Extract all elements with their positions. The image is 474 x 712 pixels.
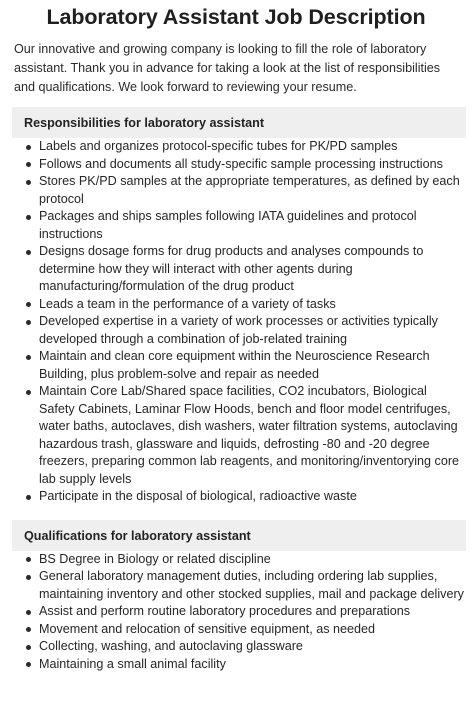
- list-item: [14, 156, 464, 174]
- list-item: [14, 568, 464, 603]
- list-item-text: Designs dosage forms for drug products and analyses compounds to determine how they will interact with other agents during manufacturing/formulation of the drug product: [39, 244, 424, 293]
- list-item: [14, 638, 464, 656]
- list-item: [14, 488, 464, 506]
- list-item: [14, 656, 464, 674]
- list-item-text: General laboratory management duties, including ordering lab supplies, maintaining inventory and other stocked supplies, mail and package delivery: [39, 569, 464, 601]
- list-item-text: Maintain Core Lab/Shared space facilities, CO2 incubators, Biological Safety Cabinets, Laminar Flow Hoods, bench and floor model centrifuges, water baths, autoclaves, dish washers, water filtration systems, autoclaving hazardous trash, glassware and liquids, defrosting -80 and -20 degree freezers, preparing common lab reagents, and monitoring/inventorying core lab supply levels: [39, 384, 460, 486]
- responsibilities-heading: Responsibilities for laboratory assistant: [12, 107, 466, 138]
- list-item-text: Participate in the disposal of biological, radioactive waste: [39, 489, 357, 503]
- list-item: [14, 313, 464, 348]
- list-item-text: Leads a team in the performance of a variety of tasks: [39, 296, 336, 311]
- list-item-text: Stores PK/PD samples at the appropriate temperatures, as defined by each protocol: [39, 174, 460, 206]
- bullet-icon: [26, 610, 31, 615]
- bullet-icon: [26, 390, 31, 395]
- intro-paragraph: Our innovative and growing company is looking to fill the role of laboratory assistant. Thank you in advance for taking a look at the list of responsibilities and qualifications. We look forward to reviewing your resume.: [14, 42, 441, 94]
- list-item-text: Follows and documents all study-specific sample processing instructions: [39, 156, 443, 171]
- bullet-icon: [26, 645, 31, 650]
- list-item-text: Labels and organizes protocol-specific tubes for PK/PD samples: [39, 139, 398, 153]
- list-item: [14, 383, 464, 488]
- page-title: Laboratory Assistant Job Description: [46, 5, 426, 29]
- list-item-text: Maintaining a small animal facility: [39, 656, 226, 671]
- qualifications-heading: Qualifications for laboratory assistant: [12, 520, 466, 551]
- bullet-icon: [26, 250, 31, 255]
- bullet-icon: [26, 302, 31, 307]
- responsibilities-list: [14, 138, 464, 506]
- list-item: [14, 208, 464, 243]
- list-item: [14, 173, 464, 208]
- list-item: [14, 603, 464, 621]
- bullet-icon: [26, 215, 31, 220]
- list-item: [14, 296, 464, 314]
- bullet-icon: [26, 355, 31, 360]
- bullet-icon: [26, 662, 31, 667]
- list-item-text: Packages and ships samples following IATA guidelines and protocol instructions: [39, 209, 417, 241]
- list-item-text: Assist and perform routine laboratory procedures and preparations: [39, 604, 411, 618]
- list-item-text: BS Degree in Biology or related discipline: [39, 551, 271, 566]
- bullet-icon: [26, 320, 31, 325]
- list-item: [14, 243, 464, 296]
- list-item-text: Movement and relocation of sensitive equipment, as needed: [39, 621, 376, 636]
- bullet-icon: [26, 557, 31, 562]
- bullet-icon: [26, 145, 31, 150]
- list-item: [14, 621, 464, 639]
- bullet-icon: [26, 575, 31, 580]
- qualifications-list: [14, 551, 464, 674]
- list-item: [14, 348, 464, 383]
- bullet-icon: [26, 495, 31, 500]
- list-item: [14, 551, 464, 569]
- bullet-icon: [26, 162, 31, 167]
- list-item: [14, 138, 464, 156]
- bullet-icon: [26, 180, 31, 185]
- list-item-text: Maintain and clean core equipment within the Neuroscience Research Building, plus problem-solve and repair as needed: [39, 349, 430, 381]
- list-item-text: Collecting, washing, and autoclaving glassware: [39, 639, 303, 653]
- list-item-text: Developed expertise in a variety of work processes or activities typically developed through a combination of job-related training: [39, 314, 438, 346]
- bullet-icon: [26, 627, 31, 632]
